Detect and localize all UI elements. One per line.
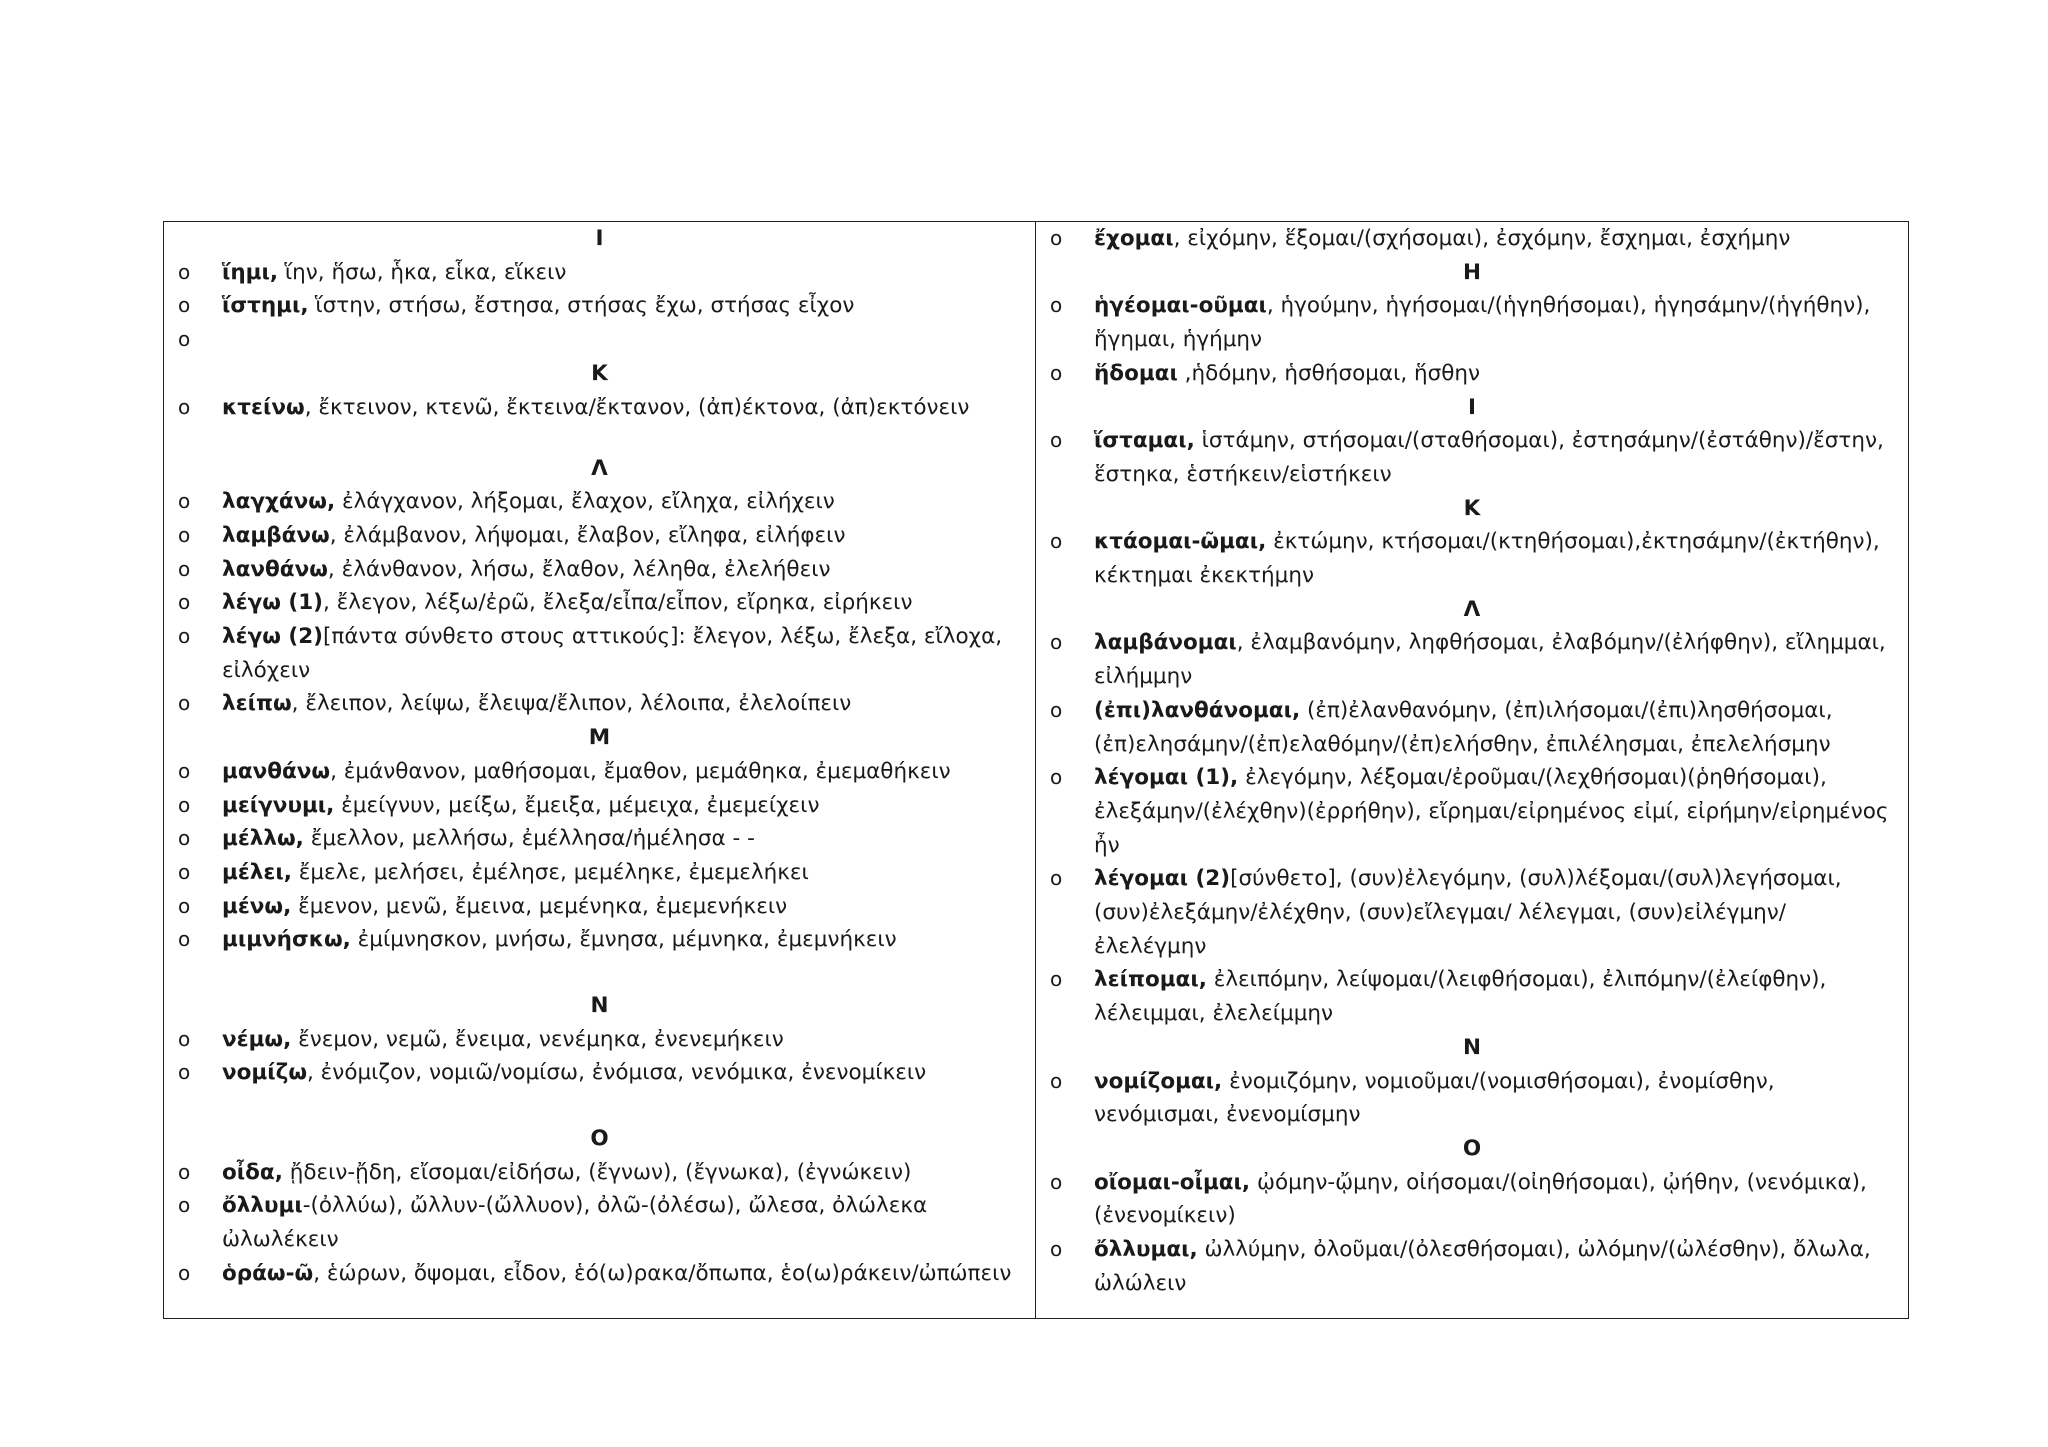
list-item: [178, 822, 1025, 856]
principal-parts: ἐλάγχανον, λήξομαι, ἔλαχον, εἴληχα, εἰλήχειν: [335, 489, 835, 515]
principal-parts: ᾔδειν-ᾔδη, εἴσομαι/εἰδήσω, (ἔγνων), (ἔγνωκα), (ἐγνώκειν): [282, 1159, 912, 1185]
bullet-icon: o: [1050, 1237, 1063, 1261]
bullet-icon: o: [1050, 697, 1063, 722]
lemma: κτάομαι-ῶμαι,: [1094, 529, 1267, 555]
bullet-icon: o: [178, 394, 191, 419]
lemma: λαγχάνω,: [222, 489, 336, 515]
lemma: λανθάνω: [222, 556, 328, 582]
bullet-icon: o: [178, 489, 191, 514]
bullet-icon: o: [178, 1193, 191, 1218]
principal-parts: ἵστην, στήσω, ἔστησα, στήσας ἔχω, στήσας εἶχον: [308, 293, 855, 319]
lemma: ἥδομαι: [1094, 360, 1178, 386]
section-heading: Λ: [591, 455, 608, 481]
principal-parts: , ἔλειπον, λείψω, ἔλειψα/ἔλιπον, λέλοιπα, ἐλελοίπειν: [291, 691, 852, 717]
bullet-icon: o: [1050, 866, 1063, 891]
lemma: νέμω,: [222, 1026, 292, 1052]
lemma: μέλλω,: [222, 826, 304, 852]
list-item: [178, 687, 1025, 721]
section-heading: Ι: [1468, 394, 1476, 420]
principal-parts: ἐνομιζόμην, νομιοῦμαι/(νομισθήσομαι), ἐνομίσθην, νενόμισμαι, ἐνενομίσμην: [1094, 1068, 1775, 1128]
bullet-icon: o: [178, 259, 191, 284]
bullet-icon: o: [178, 556, 191, 581]
bullet-icon: o: [178, 859, 191, 884]
section-heading: Ο: [1462, 1135, 1482, 1161]
lemma: λέγομαι (2): [1094, 866, 1231, 892]
bullet-icon: o: [1050, 1169, 1063, 1194]
lemma: λείπομαι,: [1094, 967, 1207, 993]
lemma: λαμβάνω: [222, 522, 330, 548]
lemma: λαμβάνομαι: [1094, 630, 1237, 656]
lemma: νομίζομαι,: [1094, 1068, 1223, 1094]
principal-parts: ἱστάμην, στήσομαι/(σταθήσομαι), ἐστησάμην/(ἐστάθην)/ἔστην, ἕστηκα, ἑστήκειν/εἱστήκειν: [1094, 428, 1884, 487]
list-item: [1050, 424, 1898, 491]
list-item: [178, 789, 1025, 823]
principal-parts: ἐλεγόμην, λέξομαι/ἐροῦμαι/(λεχθήσομαι)(ῥηθήσομαι), ἐλεξάμην/(ἐλέχθην)(ἐρρήθην), εἴρημαι/εἰρημένος εἰμί, εἰρήμην/εἰρημένος ἦν: [1094, 765, 1889, 858]
section-heading: Ν: [590, 993, 609, 1018]
bullet-icon: o: [178, 758, 191, 783]
principal-parts: ὠλλύμην, ὀλοῦμαι/(ὀλεσθήσομαι), ὠλόμην/(ὠλέσθην), ὄλωλα, ὠλώλειν: [1094, 1237, 1871, 1296]
lemma: ἵημι,: [222, 259, 279, 285]
list-item: [1050, 862, 1898, 963]
principal-parts: ἵην, ἥσω, ἧκα, εἷκα, εἵκειν: [278, 259, 567, 285]
bullet-icon: o: [1050, 428, 1063, 453]
principal-parts: ἔμελε, μελήσει, ἐμέλησε, μεμέληκε, ἐμεμελήκει: [291, 859, 809, 885]
bullet-icon: o: [178, 624, 191, 648]
bullet-icon: o: [178, 1260, 191, 1285]
list-item: [1050, 1065, 1898, 1132]
list-item: [178, 923, 1025, 957]
left-column: [164, 222, 1036, 1318]
principal-parts: , ἔλεγον, λέξω/ἐρῶ, ἔλεξα/εἶπα/εἶπον, εἴρηκα, εἰρήκειν: [323, 590, 913, 616]
list-item: [1050, 1166, 1898, 1233]
principal-parts: , ἔκτεινον, κτενῶ, ἔκτεινα/ἔκτανον, (ἀπ)έκτονα, (ἀπ)εκτόνειν: [304, 394, 970, 420]
principal-parts: ἐκτώμην, κτήσομαι/(κτηθήσομαι),ἐκτησάμην/(ἐκτήθην), κέκτημαι ἐκεκτήμην: [1094, 529, 1880, 588]
bullet-icon: o: [1050, 630, 1063, 655]
lemma: λέγομαι (1),: [1094, 765, 1239, 791]
list-item: [1050, 357, 1898, 391]
bullet-icon: o: [178, 327, 191, 352]
section-heading: Ι: [595, 226, 604, 251]
list-item: [1050, 525, 1898, 592]
list-item: [1050, 761, 1898, 862]
lemma: μέλει,: [222, 859, 292, 885]
bullet-icon: o: [178, 1060, 191, 1085]
verb-principal-parts-table: [163, 221, 1909, 1319]
section-heading: Λ: [1463, 596, 1481, 622]
bullet-icon: o: [178, 1026, 191, 1051]
list-item: [178, 586, 1025, 620]
list-item: [178, 755, 1025, 789]
section-heading: Κ: [1463, 495, 1481, 521]
list-item: [178, 620, 1025, 687]
list-item: [178, 289, 1025, 323]
section-heading: Η: [1463, 259, 1481, 285]
lemma: ἵστημι,: [222, 293, 309, 319]
list-item: [1050, 626, 1898, 693]
principal-parts: , ἑώρων, ὄψομαι, εἶδον, ἑό(ω)ρακα/ὄπωπα, ἑο(ω)ράκειν/ὠπώπειν: [313, 1260, 1012, 1286]
list-item: [178, 1189, 1025, 1256]
principal-parts: -(ὀλλύω), ὤλλυν-(ὤλλυον), ὀλῶ-(ὀλέσω), ὤλεσα, ὀλώλεκα ὠλωλέκειν: [222, 1193, 928, 1253]
principal-parts: , ἐμάνθανον, μαθήσομαι, ἔμαθον, μεμάθηκα, ἐμεμαθήκειν: [330, 758, 951, 784]
lemma: ἡγέομαι-οῦμαι: [1094, 293, 1267, 319]
principal-parts: ἔμενον, μενῶ, ἔμεινα, μεμένηκα, ἐμεμενήκειν: [291, 893, 788, 919]
list-item: [178, 485, 1025, 519]
list-item: [178, 553, 1025, 587]
list-item: [178, 856, 1025, 890]
list-item: [1050, 289, 1898, 356]
list-item: [1050, 1233, 1898, 1300]
lemma: (ἐπι)λανθάνομαι,: [1094, 697, 1301, 723]
lemma: λέγω (2): [222, 624, 324, 649]
principal-parts: ἐλειπόμην, λείψομαι/(λειφθήσομαι), ἐλιπόμην/(ἐλείφθην), λέλειμμαι, ἐλελείμμην: [1094, 967, 1827, 1027]
bullet-icon: o: [1050, 226, 1063, 250]
principal-parts: ᾠόμην-ᾤμην, οἰήσομαι/(οἰηθήσομαι), ᾠήθην, (νενόμικα), (ἐνενομίκειν): [1094, 1169, 1867, 1229]
principal-parts: (ἐπ)ἐλανθανόμην, (ἐπ)ιλήσομαι/(ἐπι)λησθήσομαι, (ἐπ)ελησάμην/(ἐπ)ελαθόμην/(ἐπ)ελήσθην, ἐπιλέλησμαι, ἐπελελήσμην: [1094, 697, 1833, 757]
bullet-icon: o: [1050, 529, 1063, 554]
bullet-icon: o: [178, 590, 191, 615]
lemma: μένω,: [222, 893, 292, 919]
lemma: μείγνυμι,: [222, 792, 335, 818]
principal-parts: ἐμίμνησκον, μνήσω, ἔμνησα, μέμνηκα, ἐμεμνήκειν: [350, 927, 897, 953]
list-item: [178, 1257, 1025, 1291]
lemma: λείπω: [222, 691, 292, 717]
principal-parts: ἔμελλον, μελλήσω, ἐμέλλησα/ἠμέλησα - -: [303, 826, 755, 852]
list-item: [178, 1156, 1025, 1190]
principal-parts: [πάντα σύνθετο στους αττικούς]: ἔλεγον, λέξω, ἔλεξα, εἴλοχα, εἰλόχειν: [222, 624, 1003, 683]
principal-parts: [σύνθετο], (συν)ἐλεγόμην, (συλ)λέξομαι/(συλ)λεγήσομαι, (συν)ἐλεξάμην/ἐλέχθην, (συν)εἴλεγμαι/ λέλεγμαι, (συν)εἰλέγμην/ ἐλελέγμην: [1094, 866, 1842, 959]
bullet-icon: o: [1050, 765, 1063, 790]
principal-parts: , ἐλαμβανόμην, ληφθήσομαι, ἐλαβόμην/(ἐλήφθην), εἴλημμαι, εἰλήμμην: [1094, 630, 1886, 690]
bullet-icon: o: [178, 1159, 191, 1184]
principal-parts: ἐμείγνυν, μείξω, ἔμειξα, μέμειχα, ἐμεμείχειν: [334, 792, 820, 818]
section-heading: Ν: [1463, 1034, 1481, 1060]
principal-parts: ἔνεμον, νεμῶ, ἔνειμα, νενέμηκα, ἐνενεμήκειν: [291, 1026, 784, 1052]
bullet-icon: o: [178, 927, 191, 952]
bullet-icon: o: [178, 792, 191, 817]
bullet-icon: o: [178, 293, 191, 318]
lemma: ὁράω-ῶ: [222, 1260, 314, 1286]
bullet-icon: o: [178, 691, 191, 716]
list-item: [178, 1023, 1025, 1057]
bullet-icon: o: [1050, 360, 1063, 385]
bullet-icon: o: [178, 826, 191, 851]
lemma: ἔχομαι: [1094, 226, 1174, 251]
list-item: [178, 391, 1025, 425]
lemma: μανθάνω: [222, 758, 331, 784]
principal-parts: , ἐνόμιζον, νομιῶ/νομίσω, ἐνόμισα, νενόμικα, ἐνενομίκειν: [307, 1060, 927, 1086]
lemma: μιμνήσκω,: [222, 927, 351, 953]
lemma: οἴομαι-οἶμαι,: [1094, 1169, 1251, 1195]
list-item: [178, 890, 1025, 924]
lemma: λέγω (1): [222, 590, 324, 616]
principal-parts: ,ἡδόμην, ἡσθήσομαι, ἥσθην: [1177, 360, 1481, 386]
list-item: [1050, 963, 1898, 1030]
section-heading: Ο: [590, 1126, 609, 1151]
bullet-icon: o: [1050, 1068, 1063, 1093]
lemma: ὄλλυμι: [222, 1193, 303, 1219]
principal-parts: , ἡγούμην, ἡγήσομαι/(ἡγηθήσομαι), ἡγησάμην/(ἡγήθην), ἥγημαι, ἡγήμην: [1094, 293, 1871, 353]
principal-parts: , ἐλάνθανον, λήσω, ἔλαθον, λέληθα, ἐλελήθειν: [327, 556, 831, 582]
list-item: [178, 519, 1025, 553]
lemma: οἶδα,: [222, 1159, 283, 1185]
lemma: κτείνω: [222, 394, 305, 420]
principal-parts: , εἰχόμην, ἕξομαι/(σχήσομαι), ἐσχόμην, ἔσχημαι, ἐσχήμην: [1173, 226, 1791, 251]
list-item: [178, 256, 1025, 290]
bullet-icon: o: [1050, 293, 1063, 318]
lemma: ἵσταμαι,: [1094, 428, 1195, 454]
lemma: ὄλλυμαι,: [1094, 1237, 1198, 1262]
bullet-icon: o: [1050, 967, 1063, 992]
list-item: [1050, 694, 1898, 761]
principal-parts: , ἐλάμβανον, λήψομαι, ἔλαβον, εἴληφα, εἰλήφειν: [329, 522, 846, 548]
list-item: [1050, 222, 1898, 256]
section-heading: Μ: [588, 725, 611, 751]
right-column: [1036, 222, 1908, 1318]
lemma: νομίζω: [222, 1060, 308, 1086]
bullet-icon: o: [178, 522, 191, 547]
bullet-icon: o: [178, 893, 191, 918]
section-heading: Κ: [591, 360, 608, 386]
list-item: [178, 1056, 1025, 1090]
